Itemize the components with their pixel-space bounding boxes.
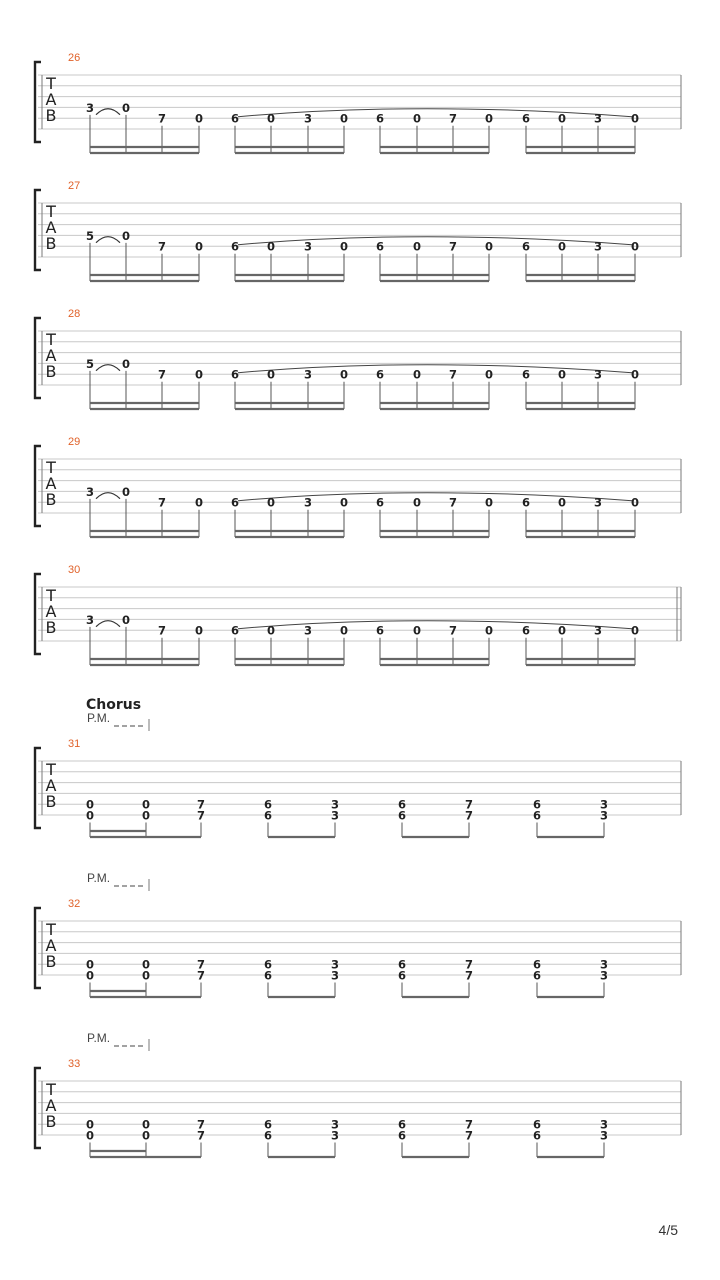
system-bracket bbox=[35, 574, 41, 654]
fret-number: 0 bbox=[339, 111, 349, 126]
tab-system-33 bbox=[35, 1031, 681, 1157]
fret-number: 3 bbox=[85, 484, 95, 499]
fret-number: 0 bbox=[339, 623, 349, 638]
chord-fret-upper: 3 bbox=[330, 957, 340, 972]
slur-arc bbox=[238, 365, 632, 373]
fret-number: 0 bbox=[339, 239, 349, 254]
fret-number: 0 bbox=[557, 495, 567, 510]
chord-fret-lower: 6 bbox=[397, 968, 407, 983]
slur-arc bbox=[238, 109, 632, 117]
fret-number: 0 bbox=[412, 367, 422, 382]
fret-number: 0 bbox=[484, 239, 494, 254]
fret-number: 6 bbox=[375, 495, 385, 510]
tab-letter-b: B bbox=[45, 1112, 57, 1131]
chord-fret-upper: 0 bbox=[85, 957, 95, 972]
fret-number: 6 bbox=[521, 623, 531, 638]
fret-number: 7 bbox=[448, 111, 458, 126]
chord-fret-upper: 6 bbox=[263, 957, 273, 972]
tab-letter-t: T bbox=[46, 586, 56, 605]
chord-fret-upper: 6 bbox=[532, 957, 542, 972]
fret-number: 7 bbox=[448, 367, 458, 382]
fret-number: 3 bbox=[593, 495, 603, 510]
fret-number: 0 bbox=[630, 239, 640, 254]
fret-number: 6 bbox=[375, 111, 385, 126]
tab-letter-b: B bbox=[45, 362, 57, 381]
measure-number: 30 bbox=[68, 564, 81, 576]
fret-number: 0 bbox=[121, 484, 131, 499]
measure-number: 28 bbox=[68, 308, 81, 320]
fret-number: 0 bbox=[121, 356, 131, 371]
fret-number: 0 bbox=[194, 111, 204, 126]
tab-letter-a: A bbox=[45, 936, 57, 955]
palm-mute-label: P.M. bbox=[87, 711, 111, 725]
fret-number: 5 bbox=[85, 228, 95, 243]
palm-mute-label: P.M. bbox=[87, 871, 111, 885]
tab-letter-t: T bbox=[46, 760, 56, 779]
fret-number: 0 bbox=[412, 111, 422, 126]
chord-fret-upper: 6 bbox=[397, 1117, 407, 1132]
chord-fret-lower: 6 bbox=[532, 1128, 542, 1143]
tab-letter-b: B bbox=[45, 106, 57, 125]
fret-number: 0 bbox=[266, 111, 276, 126]
fret-number: 7 bbox=[157, 367, 167, 382]
chord-fret-lower: 0 bbox=[141, 1128, 151, 1143]
fret-number: 6 bbox=[230, 239, 240, 254]
system-bracket bbox=[35, 1068, 41, 1148]
tab-system-29 bbox=[35, 436, 681, 537]
measure-number: 27 bbox=[68, 180, 81, 192]
fret-number: 0 bbox=[630, 495, 640, 510]
chord-fret-lower: 3 bbox=[330, 968, 340, 983]
system-bracket bbox=[35, 446, 41, 526]
fret-number: 0 bbox=[194, 367, 204, 382]
fret-number: 6 bbox=[230, 495, 240, 510]
chord-fret-lower: 3 bbox=[599, 1128, 609, 1143]
chord-fret-upper: 6 bbox=[263, 797, 273, 812]
fret-number: 3 bbox=[85, 612, 95, 627]
fret-number: 7 bbox=[448, 495, 458, 510]
fret-number: 3 bbox=[593, 239, 603, 254]
chord-fret-lower: 6 bbox=[263, 808, 273, 823]
fret-number: 0 bbox=[630, 367, 640, 382]
chord-fret-upper: 3 bbox=[330, 1117, 340, 1132]
fret-number: 0 bbox=[121, 228, 131, 243]
tab-letter-b: B bbox=[45, 234, 57, 253]
fret-number: 0 bbox=[557, 367, 567, 382]
tie-arc bbox=[96, 621, 120, 627]
slur-arc bbox=[238, 237, 632, 245]
system-bracket bbox=[35, 62, 41, 142]
fret-number: 0 bbox=[266, 367, 276, 382]
fret-number: 6 bbox=[375, 623, 385, 638]
fret-number: 7 bbox=[157, 623, 167, 638]
fret-number: 6 bbox=[230, 623, 240, 638]
fret-number: 6 bbox=[230, 111, 240, 126]
fret-number: 7 bbox=[448, 623, 458, 638]
fret-number: 7 bbox=[157, 111, 167, 126]
fret-number: 3 bbox=[303, 111, 313, 126]
tab-letter-a: A bbox=[45, 602, 57, 621]
chord-fret-lower: 6 bbox=[263, 968, 273, 983]
chord-fret-lower: 3 bbox=[330, 808, 340, 823]
tab-system-27 bbox=[35, 180, 681, 281]
tab-system-32 bbox=[35, 871, 681, 997]
chord-fret-lower: 7 bbox=[196, 1128, 206, 1143]
tie-arc bbox=[96, 365, 120, 371]
tab-system-28 bbox=[35, 308, 681, 409]
fret-number: 3 bbox=[85, 100, 95, 115]
chord-fret-upper: 6 bbox=[532, 1117, 542, 1132]
tab-letter-a: A bbox=[45, 474, 57, 493]
fret-number: 0 bbox=[557, 111, 567, 126]
fret-number: 3 bbox=[593, 623, 603, 638]
section-label-chorus: Chorus bbox=[86, 697, 142, 713]
measure-number: 31 bbox=[68, 738, 81, 750]
fret-number: 0 bbox=[339, 495, 349, 510]
chord-fret-upper: 0 bbox=[85, 797, 95, 812]
chord-fret-lower: 6 bbox=[263, 1128, 273, 1143]
chord-fret-lower: 3 bbox=[330, 1128, 340, 1143]
page-number: 4/5 bbox=[658, 1222, 678, 1238]
chord-fret-lower: 7 bbox=[196, 968, 206, 983]
fret-number: 3 bbox=[303, 367, 313, 382]
chord-fret-upper: 7 bbox=[464, 957, 474, 972]
fret-number: 0 bbox=[121, 100, 131, 115]
tab-letter-b: B bbox=[45, 952, 57, 971]
fret-number: 0 bbox=[484, 623, 494, 638]
fret-number: 3 bbox=[303, 495, 313, 510]
chord-fret-upper: 0 bbox=[141, 1117, 151, 1132]
chord-fret-lower: 0 bbox=[85, 968, 95, 983]
tab-letter-b: B bbox=[45, 792, 57, 811]
tab-system-30 bbox=[35, 564, 681, 665]
fret-number: 0 bbox=[630, 623, 640, 638]
chord-fret-lower: 6 bbox=[397, 1128, 407, 1143]
fret-number: 6 bbox=[375, 239, 385, 254]
tab-systems bbox=[35, 52, 681, 1157]
chord-fret-upper: 7 bbox=[196, 1117, 206, 1132]
chord-fret-lower: 6 bbox=[532, 808, 542, 823]
fret-number: 7 bbox=[448, 239, 458, 254]
fret-number: 6 bbox=[375, 367, 385, 382]
measure-number: 29 bbox=[68, 436, 81, 448]
tab-system-31 bbox=[35, 697, 681, 837]
fret-number: 6 bbox=[521, 495, 531, 510]
tab-letter-t: T bbox=[46, 1080, 56, 1099]
tab-letter-a: A bbox=[45, 346, 57, 365]
chord-fret-upper: 7 bbox=[464, 1117, 474, 1132]
chord-fret-upper: 3 bbox=[599, 797, 609, 812]
chord-fret-upper: 7 bbox=[464, 797, 474, 812]
fret-number: 0 bbox=[266, 495, 276, 510]
fret-number: 3 bbox=[593, 367, 603, 382]
slur-arc bbox=[238, 621, 632, 629]
fret-number: 0 bbox=[412, 623, 422, 638]
tab-letter-a: A bbox=[45, 1096, 57, 1115]
chord-fret-upper: 3 bbox=[330, 797, 340, 812]
fret-number: 0 bbox=[194, 623, 204, 638]
chord-fret-lower: 6 bbox=[532, 968, 542, 983]
chord-fret-upper: 3 bbox=[599, 1117, 609, 1132]
fret-number: 0 bbox=[266, 623, 276, 638]
tie-arc bbox=[96, 109, 120, 115]
tab-letter-a: A bbox=[45, 776, 57, 795]
system-bracket bbox=[35, 908, 41, 988]
chord-fret-lower: 0 bbox=[141, 808, 151, 823]
chord-fret-lower: 7 bbox=[464, 808, 474, 823]
chord-fret-upper: 3 bbox=[599, 957, 609, 972]
chord-fret-lower: 7 bbox=[464, 968, 474, 983]
measure-number: 26 bbox=[68, 52, 81, 64]
chord-fret-upper: 7 bbox=[196, 797, 206, 812]
chord-fret-lower: 7 bbox=[464, 1128, 474, 1143]
chord-fret-upper: 6 bbox=[397, 957, 407, 972]
chord-fret-upper: 0 bbox=[141, 797, 151, 812]
tab-letter-a: A bbox=[45, 218, 57, 237]
fret-number: 0 bbox=[484, 495, 494, 510]
system-bracket bbox=[35, 748, 41, 828]
fret-number: 0 bbox=[557, 239, 567, 254]
tab-letter-t: T bbox=[46, 920, 56, 939]
fret-number: 0 bbox=[484, 111, 494, 126]
chord-fret-lower: 3 bbox=[599, 808, 609, 823]
fret-number: 3 bbox=[303, 239, 313, 254]
chord-fret-lower: 0 bbox=[85, 1128, 95, 1143]
tie-arc bbox=[96, 237, 120, 243]
fret-number: 0 bbox=[412, 239, 422, 254]
chord-fret-upper: 6 bbox=[532, 797, 542, 812]
chord-fret-lower: 6 bbox=[397, 808, 407, 823]
chord-fret-lower: 0 bbox=[141, 968, 151, 983]
fret-number: 6 bbox=[230, 367, 240, 382]
fret-number: 0 bbox=[630, 111, 640, 126]
fret-number: 0 bbox=[484, 367, 494, 382]
tab-letter-t: T bbox=[46, 458, 56, 477]
fret-number: 3 bbox=[593, 111, 603, 126]
tab-system-26 bbox=[35, 52, 681, 153]
fret-number: 7 bbox=[157, 495, 167, 510]
fret-number: 0 bbox=[339, 367, 349, 382]
chord-fret-upper: 6 bbox=[397, 797, 407, 812]
chord-fret-upper: 7 bbox=[196, 957, 206, 972]
slur-arc bbox=[238, 493, 632, 501]
fret-number: 3 bbox=[303, 623, 313, 638]
tab-letter-b: B bbox=[45, 618, 57, 637]
chord-fret-upper: 0 bbox=[85, 1117, 95, 1132]
fret-number: 0 bbox=[557, 623, 567, 638]
chord-fret-lower: 3 bbox=[599, 968, 609, 983]
system-bracket bbox=[35, 318, 41, 398]
tab-letter-t: T bbox=[46, 202, 56, 221]
chord-fret-upper: 6 bbox=[263, 1117, 273, 1132]
chord-fret-lower: 7 bbox=[196, 808, 206, 823]
fret-number: 5 bbox=[85, 356, 95, 371]
fret-number: 0 bbox=[412, 495, 422, 510]
fret-number: 6 bbox=[521, 367, 531, 382]
tab-letter-t: T bbox=[46, 74, 56, 93]
fret-number: 6 bbox=[521, 111, 531, 126]
fret-number: 6 bbox=[521, 239, 531, 254]
fret-number: 0 bbox=[121, 612, 131, 627]
tie-arc bbox=[96, 493, 120, 499]
measure-number: 33 bbox=[68, 1058, 81, 1070]
palm-mute-label: P.M. bbox=[87, 1031, 111, 1045]
tab-letter-b: B bbox=[45, 490, 57, 509]
chord-fret-upper: 0 bbox=[141, 957, 151, 972]
fret-number: 7 bbox=[157, 239, 167, 254]
system-bracket bbox=[35, 190, 41, 270]
tab-letter-t: T bbox=[46, 330, 56, 349]
fret-number: 0 bbox=[194, 239, 204, 254]
chord-fret-lower: 0 bbox=[85, 808, 95, 823]
measure-number: 32 bbox=[68, 898, 81, 910]
tab-letter-a: A bbox=[45, 90, 57, 109]
fret-number: 0 bbox=[194, 495, 204, 510]
fret-number: 0 bbox=[266, 239, 276, 254]
